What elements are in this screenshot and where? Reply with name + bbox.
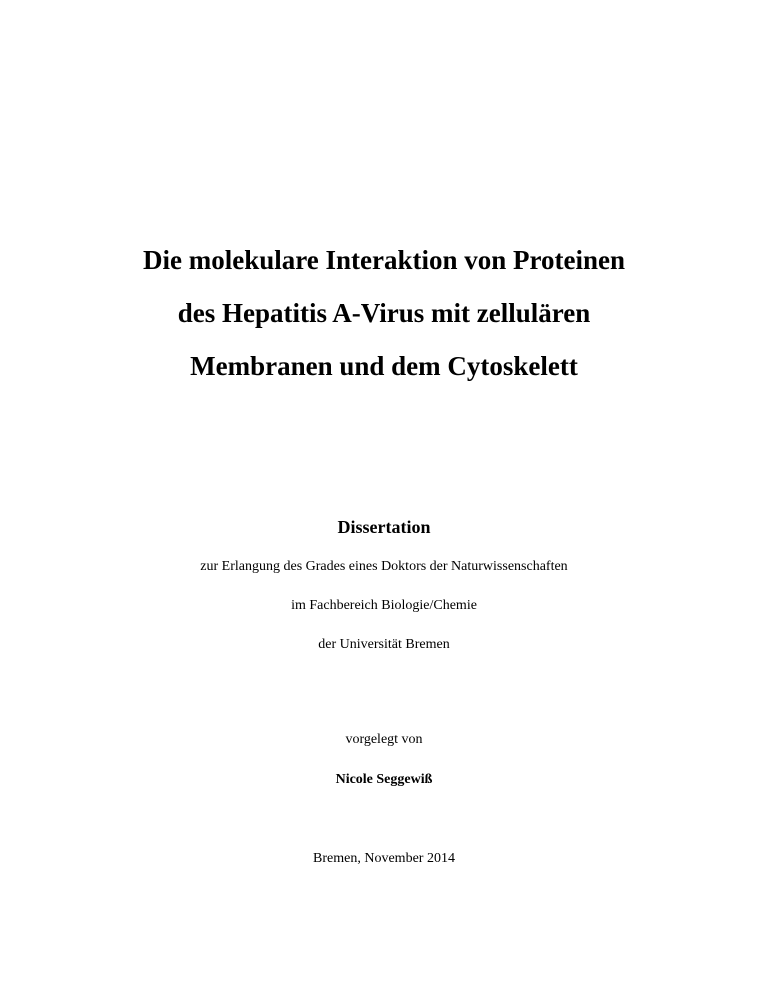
purpose-line-1: zur Erlangung des Grades eines Doktors der Naturwissenschaften — [200, 559, 568, 574]
purpose-line-3: der Universität Bremen — [318, 637, 450, 652]
purpose-line-2: im Fachbereich Biologie/Chemie — [291, 598, 477, 613]
document-type: Dissertation — [337, 517, 431, 537]
submitted-by-label: vorgelegt von — [345, 732, 423, 747]
author-name: Nicole Seggewiß — [335, 772, 433, 787]
thesis-title-line-1: Die molekulare Interaktion von Proteinen — [143, 245, 625, 275]
thesis-title-line-2: des Hepatitis A-Virus mit zellulären — [177, 298, 591, 328]
place-and-date: Bremen, November 2014 — [313, 851, 455, 866]
thesis-title-line-3: Membranen und dem Cytoskelett — [190, 351, 578, 381]
